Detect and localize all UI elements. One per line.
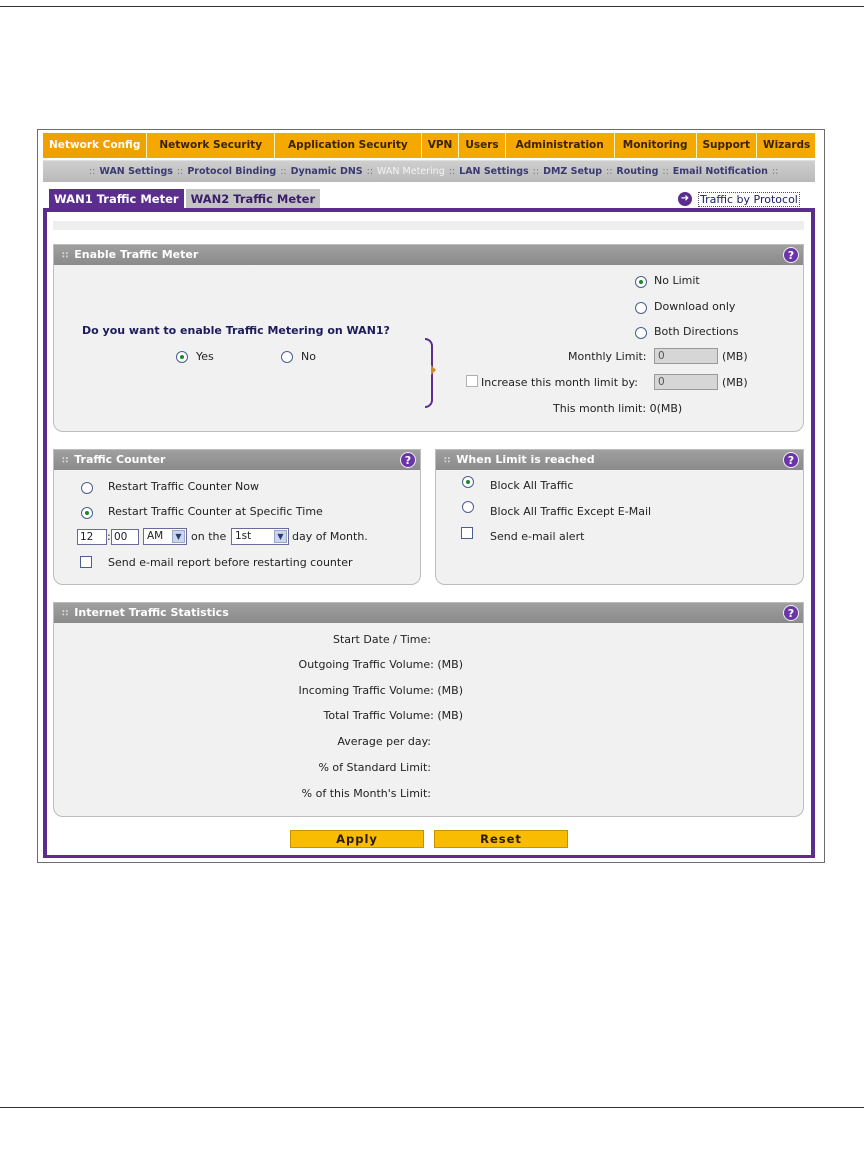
arrow-right-icon: ➜ bbox=[678, 192, 692, 206]
apply-button[interactable]: Apply bbox=[290, 830, 424, 848]
ampm-value: AM bbox=[147, 530, 164, 542]
enable-no-label: No bbox=[301, 350, 316, 363]
block-except-email-label: Block All Traffic Except E-Mail bbox=[490, 505, 652, 518]
page-top-rule bbox=[0, 6, 864, 7]
panel-title: When Limit is reached bbox=[456, 453, 595, 466]
tab-bar bbox=[49, 189, 322, 209]
subnav-email-notification[interactable]: Email Notification bbox=[672, 166, 768, 177]
main-nav bbox=[43, 133, 815, 158]
stat-start-date: Start Date / Time: bbox=[333, 633, 431, 646]
enable-no-radio[interactable] bbox=[281, 351, 293, 363]
restart-specific-label: Restart Traffic Counter at Specific Time bbox=[108, 505, 323, 518]
send-report-checkbox[interactable] bbox=[80, 556, 92, 568]
stat-average-per-day: Average per day: bbox=[337, 735, 431, 748]
no-limit-label: No Limit bbox=[654, 274, 700, 287]
enable-yes-radio[interactable] bbox=[176, 351, 188, 363]
help-icon[interactable]: ? bbox=[783, 247, 799, 263]
tab-underline bbox=[43, 208, 815, 212]
subnav-dmz-setup[interactable]: DMZ Setup bbox=[543, 166, 603, 177]
restart-now-label: Restart Traffic Counter Now bbox=[108, 480, 259, 493]
help-icon[interactable]: ? bbox=[400, 452, 416, 468]
panel-header bbox=[436, 450, 803, 470]
day-of-month-label: day of Month. bbox=[292, 530, 368, 543]
grip-icon: ∷ bbox=[444, 456, 451, 466]
both-directions-label: Both Directions bbox=[654, 325, 739, 338]
panel-title: Internet Traffic Statistics bbox=[74, 606, 229, 619]
increase-limit-label: Increase this month limit by: bbox=[481, 376, 638, 389]
subnav-lan-settings[interactable]: LAN Settings bbox=[459, 166, 529, 177]
download-only-radio[interactable] bbox=[635, 302, 647, 314]
sub-nav: :: WAN Settings :: Protocol Binding :: Dynamic DNS :: WAN Metering :: LAN Settings :: DMZ Setup :: Routing :: Email Notification :: bbox=[43, 160, 815, 182]
this-month-limit: This month limit: 0(MB) bbox=[553, 402, 683, 415]
subnav-protocol-binding[interactable]: Protocol Binding bbox=[187, 166, 277, 177]
panel-title: Traffic Counter bbox=[74, 453, 166, 466]
day-value: 1st bbox=[235, 530, 252, 542]
nav-network-security[interactable]: Network Security bbox=[147, 133, 275, 158]
help-icon[interactable]: ? bbox=[783, 605, 799, 621]
block-all-label: Block All Traffic bbox=[490, 479, 574, 492]
send-alert-checkbox[interactable] bbox=[461, 527, 473, 539]
on-the-label: on the bbox=[191, 530, 227, 543]
grip-icon: ∷ bbox=[62, 456, 69, 466]
nav-administration[interactable]: Administration bbox=[506, 133, 615, 158]
ampm-select[interactable] bbox=[143, 528, 187, 545]
hour-input[interactable]: 12 bbox=[77, 529, 107, 545]
content-border-right bbox=[811, 208, 815, 858]
nav-network-config[interactable]: Network Config bbox=[43, 133, 147, 158]
subnav-wan-metering[interactable]: WAN Metering bbox=[377, 166, 445, 177]
tab-wan1-traffic-meter[interactable]: WAN1 Traffic Meter bbox=[49, 189, 184, 209]
traffic-by-protocol-label: Traffic by Protocol bbox=[700, 192, 798, 206]
minute-input[interactable]: 00 bbox=[111, 529, 139, 545]
stat-standard-limit-pct: % of Standard Limit: bbox=[318, 761, 431, 774]
increase-limit-checkbox[interactable] bbox=[466, 375, 478, 387]
enable-question: Do you want to enable Traffic Metering on WAN1? bbox=[82, 324, 390, 337]
page-bottom-rule bbox=[0, 1107, 864, 1108]
chevron-down-icon: ▼ bbox=[172, 530, 185, 543]
increase-limit-input[interactable]: 0 bbox=[654, 374, 718, 390]
monthly-limit-unit: (MB) bbox=[722, 350, 748, 363]
both-directions-radio[interactable] bbox=[635, 327, 647, 339]
subnav-routing[interactable]: Routing bbox=[616, 166, 659, 177]
chevron-down-icon: ▼ bbox=[274, 530, 287, 543]
content-border-bottom bbox=[43, 855, 815, 858]
reset-button[interactable]: Reset bbox=[434, 830, 568, 848]
panel-header bbox=[54, 245, 803, 265]
panel-title: Enable Traffic Meter bbox=[74, 248, 199, 261]
monthly-limit-input[interactable]: 0 bbox=[654, 348, 718, 364]
traffic-by-protocol-link[interactable] bbox=[678, 190, 800, 208]
restart-specific-radio[interactable] bbox=[81, 507, 93, 519]
stat-outgoing-volume: Outgoing Traffic Volume: (MB) bbox=[298, 658, 463, 671]
increase-limit-unit: (MB) bbox=[722, 376, 748, 389]
content-border-left bbox=[43, 208, 47, 858]
send-report-label: Send e-mail report before restarting counter bbox=[108, 556, 353, 569]
nav-vpn[interactable]: VPN bbox=[422, 133, 460, 158]
restart-now-radio[interactable] bbox=[81, 482, 93, 494]
stat-month-limit-pct: % of this Month's Limit: bbox=[301, 787, 431, 800]
monthly-limit-label: Monthly Limit: bbox=[568, 350, 647, 363]
download-only-label: Download only bbox=[654, 300, 736, 313]
subnav-wan-settings[interactable]: WAN Settings bbox=[99, 166, 173, 177]
tab-wan2-traffic-meter[interactable]: WAN2 Traffic Meter bbox=[186, 189, 321, 209]
nav-support[interactable]: Support bbox=[697, 133, 757, 158]
send-alert-label: Send e-mail alert bbox=[490, 530, 585, 543]
day-select[interactable] bbox=[231, 528, 289, 545]
block-except-email-radio[interactable] bbox=[462, 501, 474, 513]
brace-tip-icon bbox=[431, 365, 436, 375]
enable-yes-label: Yes bbox=[196, 350, 214, 363]
grip-icon: ∷ bbox=[62, 609, 69, 619]
panel-header bbox=[54, 603, 803, 623]
spacer-bar bbox=[53, 221, 804, 230]
nav-application-security[interactable]: Application Security bbox=[275, 133, 422, 158]
time-colon: : bbox=[107, 530, 111, 543]
stat-total-volume: Total Traffic Volume: (MB) bbox=[323, 709, 463, 722]
grip-icon: ∷ bbox=[62, 251, 69, 261]
subnav-dynamic-dns[interactable]: Dynamic DNS bbox=[290, 166, 363, 177]
panel-header bbox=[54, 450, 420, 470]
help-icon[interactable]: ? bbox=[783, 452, 799, 468]
nav-users[interactable]: Users bbox=[459, 133, 505, 158]
stat-incoming-volume: Incoming Traffic Volume: (MB) bbox=[298, 684, 463, 697]
no-limit-radio[interactable] bbox=[635, 276, 647, 288]
nav-wizards[interactable]: Wizards bbox=[762, 139, 811, 151]
block-all-radio[interactable] bbox=[462, 476, 474, 488]
nav-monitoring[interactable]: Monitoring bbox=[615, 133, 697, 158]
